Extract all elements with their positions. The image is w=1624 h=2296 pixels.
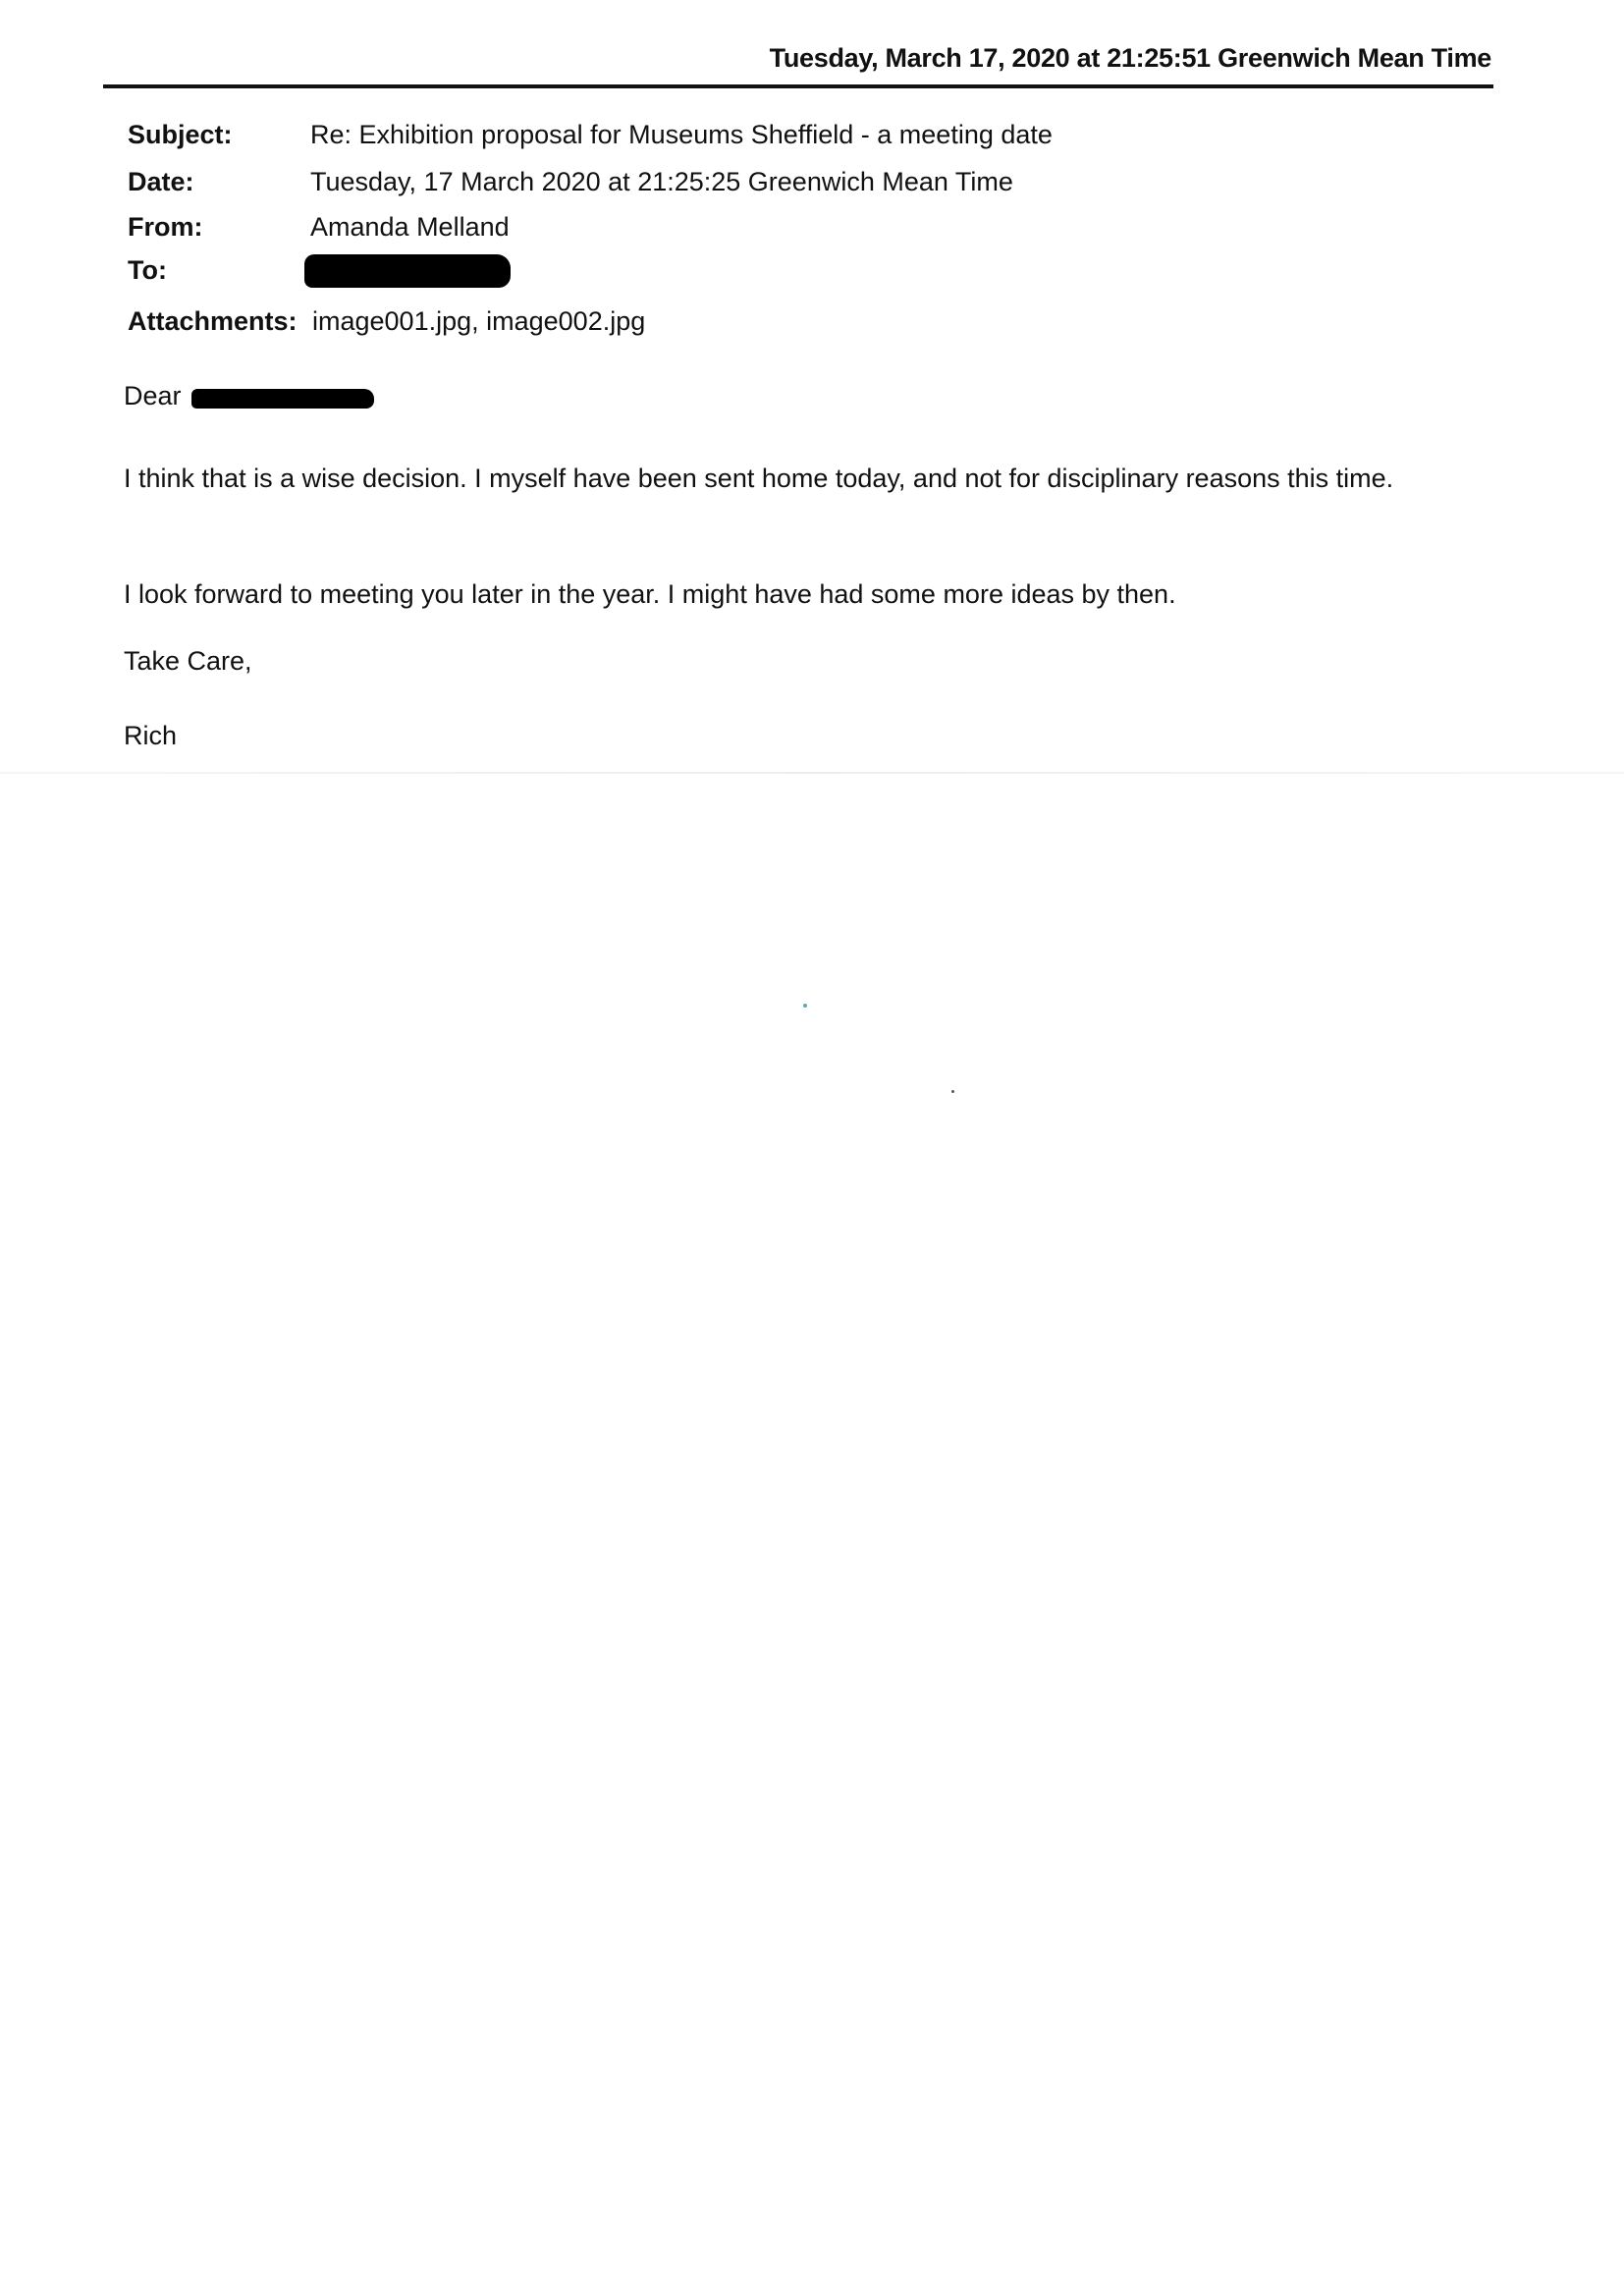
attachments-label: Attachments: [128,306,298,336]
paper-fold-line [0,772,1624,774]
closing: Take Care, [124,646,252,676]
to-label: To: [128,255,167,285]
greeting: Dear [124,381,182,410]
date-label: Date: [128,167,194,196]
signature: Rich [124,721,178,750]
from-label: From: [128,212,203,242]
recipient-redaction-bar [191,389,374,409]
body-paragraph-2: I look forward to meeting you later in the year. I might have had some more ideas by then. [124,579,1176,609]
subject-label: Subject: [128,120,233,149]
from-value: Amanda Melland [310,212,510,242]
scan-speck [803,1004,807,1008]
print-timestamp: Tuesday, March 17, 2020 at 21:25:51 Greenwich Mean Time [769,43,1491,73]
subject-value: Re: Exhibition proposal for Museums Sheffield - a meeting date [310,120,1053,149]
scan-speck [951,1090,954,1093]
body-paragraph-1: I think that is a wise decision. I myself have been sent home today, and not for disciplinary reasons this time. [124,464,1394,493]
print-header [103,37,1493,88]
attachments-value: image001.jpg, image002.jpg [312,306,646,336]
to-redaction-bar [304,254,511,288]
date-value: Tuesday, 17 March 2020 at 21:25:25 Greenwich Mean Time [310,167,1013,196]
